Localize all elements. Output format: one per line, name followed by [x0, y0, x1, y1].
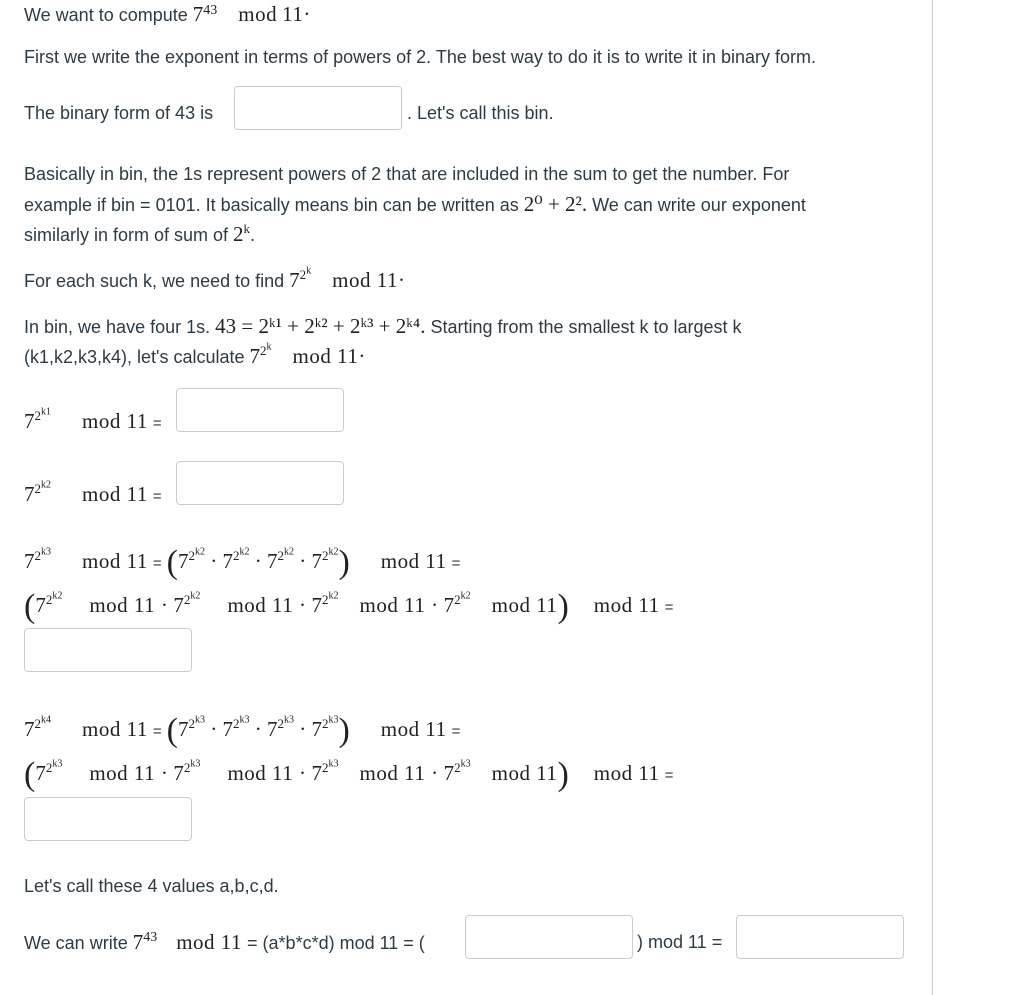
intro-base: 7	[192, 2, 204, 26]
intro-mod: mod	[238, 2, 278, 26]
final-line	[24, 932, 425, 953]
intro-modulus: 11	[282, 2, 304, 26]
final-math: $7^{43}$	[132, 930, 158, 954]
para-line-3-text: similarly in form of sum of	[24, 225, 234, 245]
intro-line	[24, 4, 311, 25]
para-line-2	[24, 194, 806, 215]
para-example-math: 2⁰ + 2².	[523, 192, 588, 216]
para-line-3	[24, 221, 256, 246]
math-7-2k-b: $7^{2^k}$	[249, 341, 272, 368]
in-bin-line-1	[24, 316, 742, 337]
binary-after-text: . Let's call this bin.	[407, 103, 554, 123]
row-k4-reduced: ($7^{2^{k3}}$ mod $11 \cdot 7^{2^{k3}}$ mod $11 \cdot 7^{2^{k3}}$ mod $11 \cdot 7^{2^{k3}}$ mod 11) mod 11 =	[24, 756, 674, 793]
para-line-1: Basically in bin, the 1s represent powers of 2 that are included in the sum to get the number. For	[24, 164, 790, 184]
final-mod: mod 11	[176, 930, 243, 954]
in-bin-end: Starting from the smallest k to largest k	[425, 317, 742, 337]
binary-input[interactable]	[234, 86, 402, 130]
math-7-2k: $7^{2^k}$	[289, 265, 312, 292]
instruction-text: First we write the exponent in terms of powers of 2. The best way to do it is to write it in binary form.	[24, 47, 816, 67]
final-text: We can write	[24, 933, 133, 953]
for-each-line	[24, 265, 406, 292]
para-line-3-end: .	[250, 225, 256, 245]
product-input[interactable]	[465, 915, 633, 959]
answer-input[interactable]	[736, 915, 904, 959]
para-line-2-text: example if bin = 0101. It basically means bin can be written as	[24, 195, 524, 215]
k3-input[interactable]	[24, 628, 192, 672]
final-after-text: ) mod 11 =	[637, 932, 723, 952]
binary-label: The binary form of 43 is	[24, 103, 214, 123]
intro-exponent: 43	[203, 3, 218, 18]
k4-input[interactable]	[24, 797, 192, 841]
row-k3-reduced: ($7^{2^{k2}}$ mod $11 \cdot 7^{2^{k2}}$ mod $11 \cdot 7^{2^{k2}}$ mod $11 \cdot 7^{2^{k2}}$ mod 11) mod 11 =	[24, 588, 674, 625]
for-each-text: For each such k, we need to find	[24, 271, 290, 291]
page-right-border	[932, 0, 933, 995]
intro-text: We want to compute	[24, 5, 193, 25]
in-bin-mod: mod 11·	[292, 344, 366, 368]
in-bin-line-2-text: (k1,k2,k3,k4), let's calculate	[24, 347, 250, 367]
row-k1-label: $7^{2^{k1}}$ mod 11 =	[24, 406, 162, 433]
row-k2-label: $7^{2^{k2}}$ mod 11 =	[24, 479, 162, 506]
for-each-mod: mod 11·	[332, 268, 406, 292]
math-2k: 2$^k$	[233, 221, 251, 246]
final-mid-text: = (a*b*c*d) mod 11 = (	[242, 933, 425, 953]
in-bin-math: 43 = 2ᵏ¹ + 2ᵏ² + 2ᵏ³ + 2ᵏ⁴.	[215, 314, 426, 338]
row-k4-expansion: $7^{2^{k4}}$ mod $11 = (7^{2^{k3}} \cdot 7^{2^{k3}} \cdot 7^{2^{k3}} \cdot 7^{2^{k3}})$ mod 11 =	[24, 712, 461, 749]
in-bin-line-2	[24, 341, 366, 368]
para-line-2-end: We can write our exponent	[587, 195, 806, 215]
in-bin-text: In bin, we have four 1s.	[24, 317, 216, 337]
k1-input[interactable]	[176, 388, 344, 432]
row-k3-expansion: $7^{2^{k3}}$ mod $11 = (7^{2^{k2}} \cdot 7^{2^{k2}} \cdot 7^{2^{k2}} \cdot 7^{2^{k2}})$ mod 11 =	[24, 544, 461, 581]
intro-dot: ·	[303, 2, 311, 26]
call-values-text: Let's call these 4 values a,b,c,d.	[24, 876, 279, 896]
k2-input[interactable]	[176, 461, 344, 505]
